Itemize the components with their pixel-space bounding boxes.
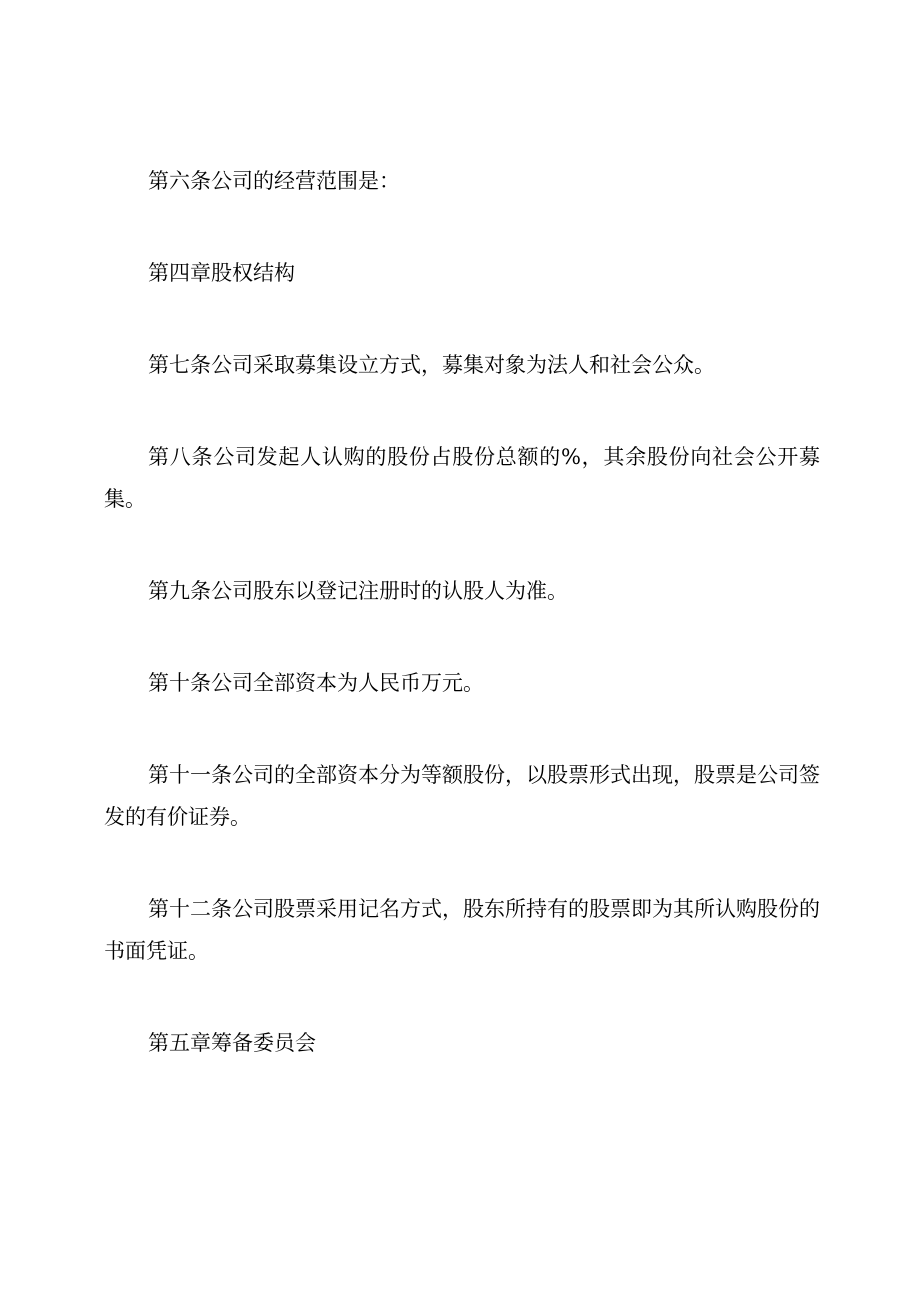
article-7-paragraph: 第七条公司采取募集设立方式，募集对象为法人和社会公众。 (148, 353, 715, 377)
chapter-5-heading: 第五章筹备委员会 (148, 1031, 316, 1055)
article-6-scope: 第六条公司的经营范围是： (148, 169, 400, 193)
chapter-4-heading: 第四章股权结构 (148, 261, 295, 285)
document-page (104, 160, 820, 1114)
article-8-paragraph: 第八条公司发起人认购的股份占股份总额的%，其余股份向社会公开募集。 (104, 445, 820, 511)
article-12-paragraph: 第十二条公司股票采用记名方式，股东所持有的股票即为其所认购股份的书面凭证。 (104, 897, 820, 963)
article-11-paragraph: 第十一条公司的全部资本分为等额股份，以股票形式出现，股票是公司签发的有价证券。 (104, 763, 820, 829)
article-9-paragraph: 第九条公司股东以登记注册时的认股人为准。 (148, 579, 568, 603)
article-10-paragraph: 第十条公司全部资本为人民币万元。 (148, 671, 484, 695)
